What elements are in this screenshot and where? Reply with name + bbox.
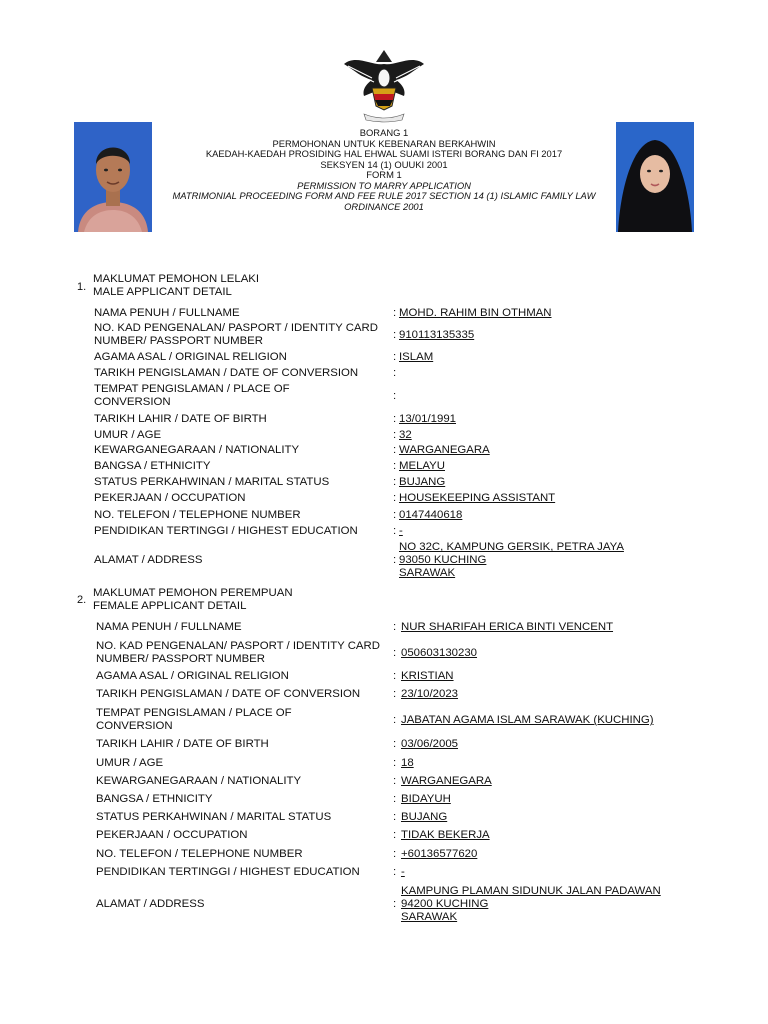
field-value: 910113135335: [399, 329, 475, 341]
field-label: UMUR / AGE: [94, 429, 162, 441]
male-applicant-photo: [74, 122, 152, 232]
form-title-en: FORM 1: [366, 169, 402, 180]
field-value: HOUSEKEEPING ASSISTANT: [399, 492, 556, 504]
address-line: NO 32C, KAMPUNG GERSIK, PETRA JAYA: [399, 541, 624, 553]
section-number: 1.: [77, 281, 87, 293]
field-value: 050603130230: [401, 647, 478, 659]
field-colon: :: [393, 329, 397, 341]
section-title-en: FEMALE APPLICANT DETAIL: [93, 600, 247, 612]
field-value: 32: [399, 429, 412, 441]
field-colon: :: [393, 476, 397, 488]
field-colon: :: [393, 848, 397, 860]
field-label: PEKERJAAN / OCCUPATION: [96, 829, 248, 841]
field-label: TEMPAT PENGISLAMAN / PLACE OF CONVERSION: [96, 707, 292, 732]
address-value: [401, 885, 661, 924]
section-title: [93, 587, 293, 613]
field-colon: :: [393, 390, 397, 402]
field-colon: :: [393, 866, 397, 878]
field-label: AGAMA ASAL / ORIGINAL RELIGION: [96, 670, 289, 682]
field-value: +60136577620: [401, 848, 478, 860]
field-value: BUJANG: [401, 811, 448, 823]
field-label: BANGSA / ETHNICITY: [96, 793, 213, 805]
field-colon: :: [393, 367, 397, 379]
field-colon: :: [393, 351, 397, 363]
field-value: JABATAN AGAMA ISLAM SARAWAK (KUCHING): [401, 714, 654, 726]
field-value: 13/01/1991: [399, 413, 457, 425]
section-title-en: MALE APPLICANT DETAIL: [93, 286, 232, 298]
section-title-ms: MAKLUMAT PEMOHON LELAKI: [93, 273, 260, 285]
field-colon: :: [393, 444, 397, 456]
field-value: TIDAK BEKERJA: [401, 829, 490, 841]
field-label: TARIKH PENGISLAMAN / DATE OF CONVERSION: [94, 367, 359, 379]
field-label: NO. TELEFON / TELEPHONE NUMBER: [94, 509, 301, 521]
field-colon: :: [393, 757, 397, 769]
field-label: STATUS PERKAHWINAN / MARITAL STATUS: [94, 476, 330, 488]
field-value: 03/06/2005: [401, 738, 459, 750]
field-label: TEMPAT PENGISLAMAN / PLACE OF CONVERSION: [94, 383, 290, 408]
field-label: UMUR / AGE: [96, 757, 164, 769]
field-value: WARGANEGARA: [399, 444, 490, 456]
field-colon: :: [393, 775, 397, 787]
field-label: BANGSA / ETHNICITY: [94, 460, 211, 472]
field-value: NUR SHARIFAH ERICA BINTI VENCENT: [401, 621, 614, 633]
form-subtitle-ms: PERMOHONAN UNTUK KEBENARAN BERKAHWIN: [272, 137, 496, 149]
field-label: NO. TELEFON / TELEPHONE NUMBER: [96, 848, 303, 860]
field-colon: :: [393, 714, 397, 726]
field-colon: :: [393, 307, 397, 319]
field-colon: :: [393, 413, 397, 425]
rule-reference-en: MATRIMONIAL PROCEEDING FORM AND FEE RULE 2017 SECTION 14 (1) ISLAMIC FAMILY LAW: [172, 190, 596, 201]
field-value: WARGANEGARA: [401, 775, 492, 787]
ordinance-reference-en: ORDINANCE 2001: [344, 200, 424, 212]
address-line: SARAWAK: [399, 567, 456, 579]
field-value: ISLAM: [399, 351, 434, 363]
field-label: NO. KAD PENGENALAN/ PASPORT / IDENTITY CARD NUMBER/ PASSPORT NUMBER: [96, 640, 380, 665]
field-colon: :: [393, 898, 397, 910]
field-value: 18: [401, 757, 414, 769]
address-line: SARAWAK: [401, 911, 458, 923]
address-value: [399, 541, 624, 580]
field-value: 0147440618: [399, 509, 463, 521]
section-title: [93, 273, 259, 299]
field-colon: :: [393, 429, 397, 441]
form-subtitle-en: PERMISSION TO MARRY APPLICATION: [297, 179, 471, 191]
section-title-ms: MAKLUMAT PEMOHON PEREMPUAN: [93, 587, 293, 599]
field-value: MOHD. RAHIM BIN OTHMAN: [399, 307, 552, 319]
field-label: KEWARGANEGARAAN / NATIONALITY: [96, 775, 302, 787]
field-label: NO. KAD PENGENALAN/ PASPORT / IDENTITY CARD NUMBER/ PASSPORT NUMBER: [94, 322, 378, 347]
field-colon: :: [393, 670, 397, 682]
female-applicant-photo: [616, 122, 694, 232]
field-value: -: [401, 866, 405, 878]
field-label: NAMA PENUH / FULLNAME: [94, 307, 240, 319]
field-label: KEWARGANEGARAAN / NATIONALITY: [94, 444, 300, 456]
form-title-ms: BORANG 1: [359, 127, 409, 138]
field-label: PENDIDIKAN TERTINGGI / HIGHEST EDUCATION: [94, 525, 358, 537]
field-label: TARIKH PENGISLAMAN / DATE OF CONVERSION: [96, 688, 361, 700]
field-label: ALAMAT / ADDRESS: [96, 898, 205, 910]
field-colon: :: [393, 460, 397, 472]
field-label: ALAMAT / ADDRESS: [94, 554, 203, 566]
address-line: 94200 KUCHING: [401, 898, 489, 910]
field-colon: :: [393, 554, 397, 566]
field-value: -: [399, 525, 403, 537]
field-colon: :: [393, 738, 397, 750]
field-label: TARIKH LAHIR / DATE OF BIRTH: [96, 738, 269, 750]
form-header: [160, 128, 608, 212]
field-colon: :: [393, 525, 397, 537]
field-colon: :: [393, 509, 397, 521]
state-crest-emblem: [342, 44, 426, 124]
field-label: NAMA PENUH / FULLNAME: [96, 621, 242, 633]
field-colon: :: [393, 621, 397, 633]
field-value: BUJANG: [399, 476, 446, 488]
rule-reference-ms: KAEDAH-KAEDAH PROSIDING HAL EHWAL SUAMI ISTERI BORANG DAN FI 2017: [205, 148, 563, 159]
field-label: STATUS PERKAHWINAN / MARITAL STATUS: [96, 811, 332, 823]
field-label: PEKERJAAN / OCCUPATION: [94, 492, 246, 504]
field-label: AGAMA ASAL / ORIGINAL RELIGION: [94, 351, 287, 363]
field-colon: :: [393, 793, 397, 805]
field-colon: :: [393, 647, 397, 659]
address-line: KAMPUNG PLAMAN SIDUNUK JALAN PADAWAN: [401, 885, 661, 897]
field-colon: :: [393, 492, 397, 504]
section-number: 2.: [77, 594, 87, 606]
field-value: MELAYU: [399, 460, 445, 472]
field-colon: :: [393, 829, 397, 841]
section-reference-ms: SEKSYEN 14 (1) OUUKI 2001: [320, 158, 448, 170]
field-value: KRISTIAN: [401, 670, 454, 682]
field-colon: :: [393, 811, 397, 823]
field-label: TARIKH LAHIR / DATE OF BIRTH: [94, 413, 267, 425]
field-value: 23/10/2023: [401, 688, 459, 700]
address-line: 93050 KUCHING: [399, 554, 487, 566]
field-label: PENDIDIKAN TERTINGGI / HIGHEST EDUCATION: [96, 866, 360, 878]
field-value: BIDAYUH: [401, 793, 451, 805]
field-colon: :: [393, 688, 397, 700]
